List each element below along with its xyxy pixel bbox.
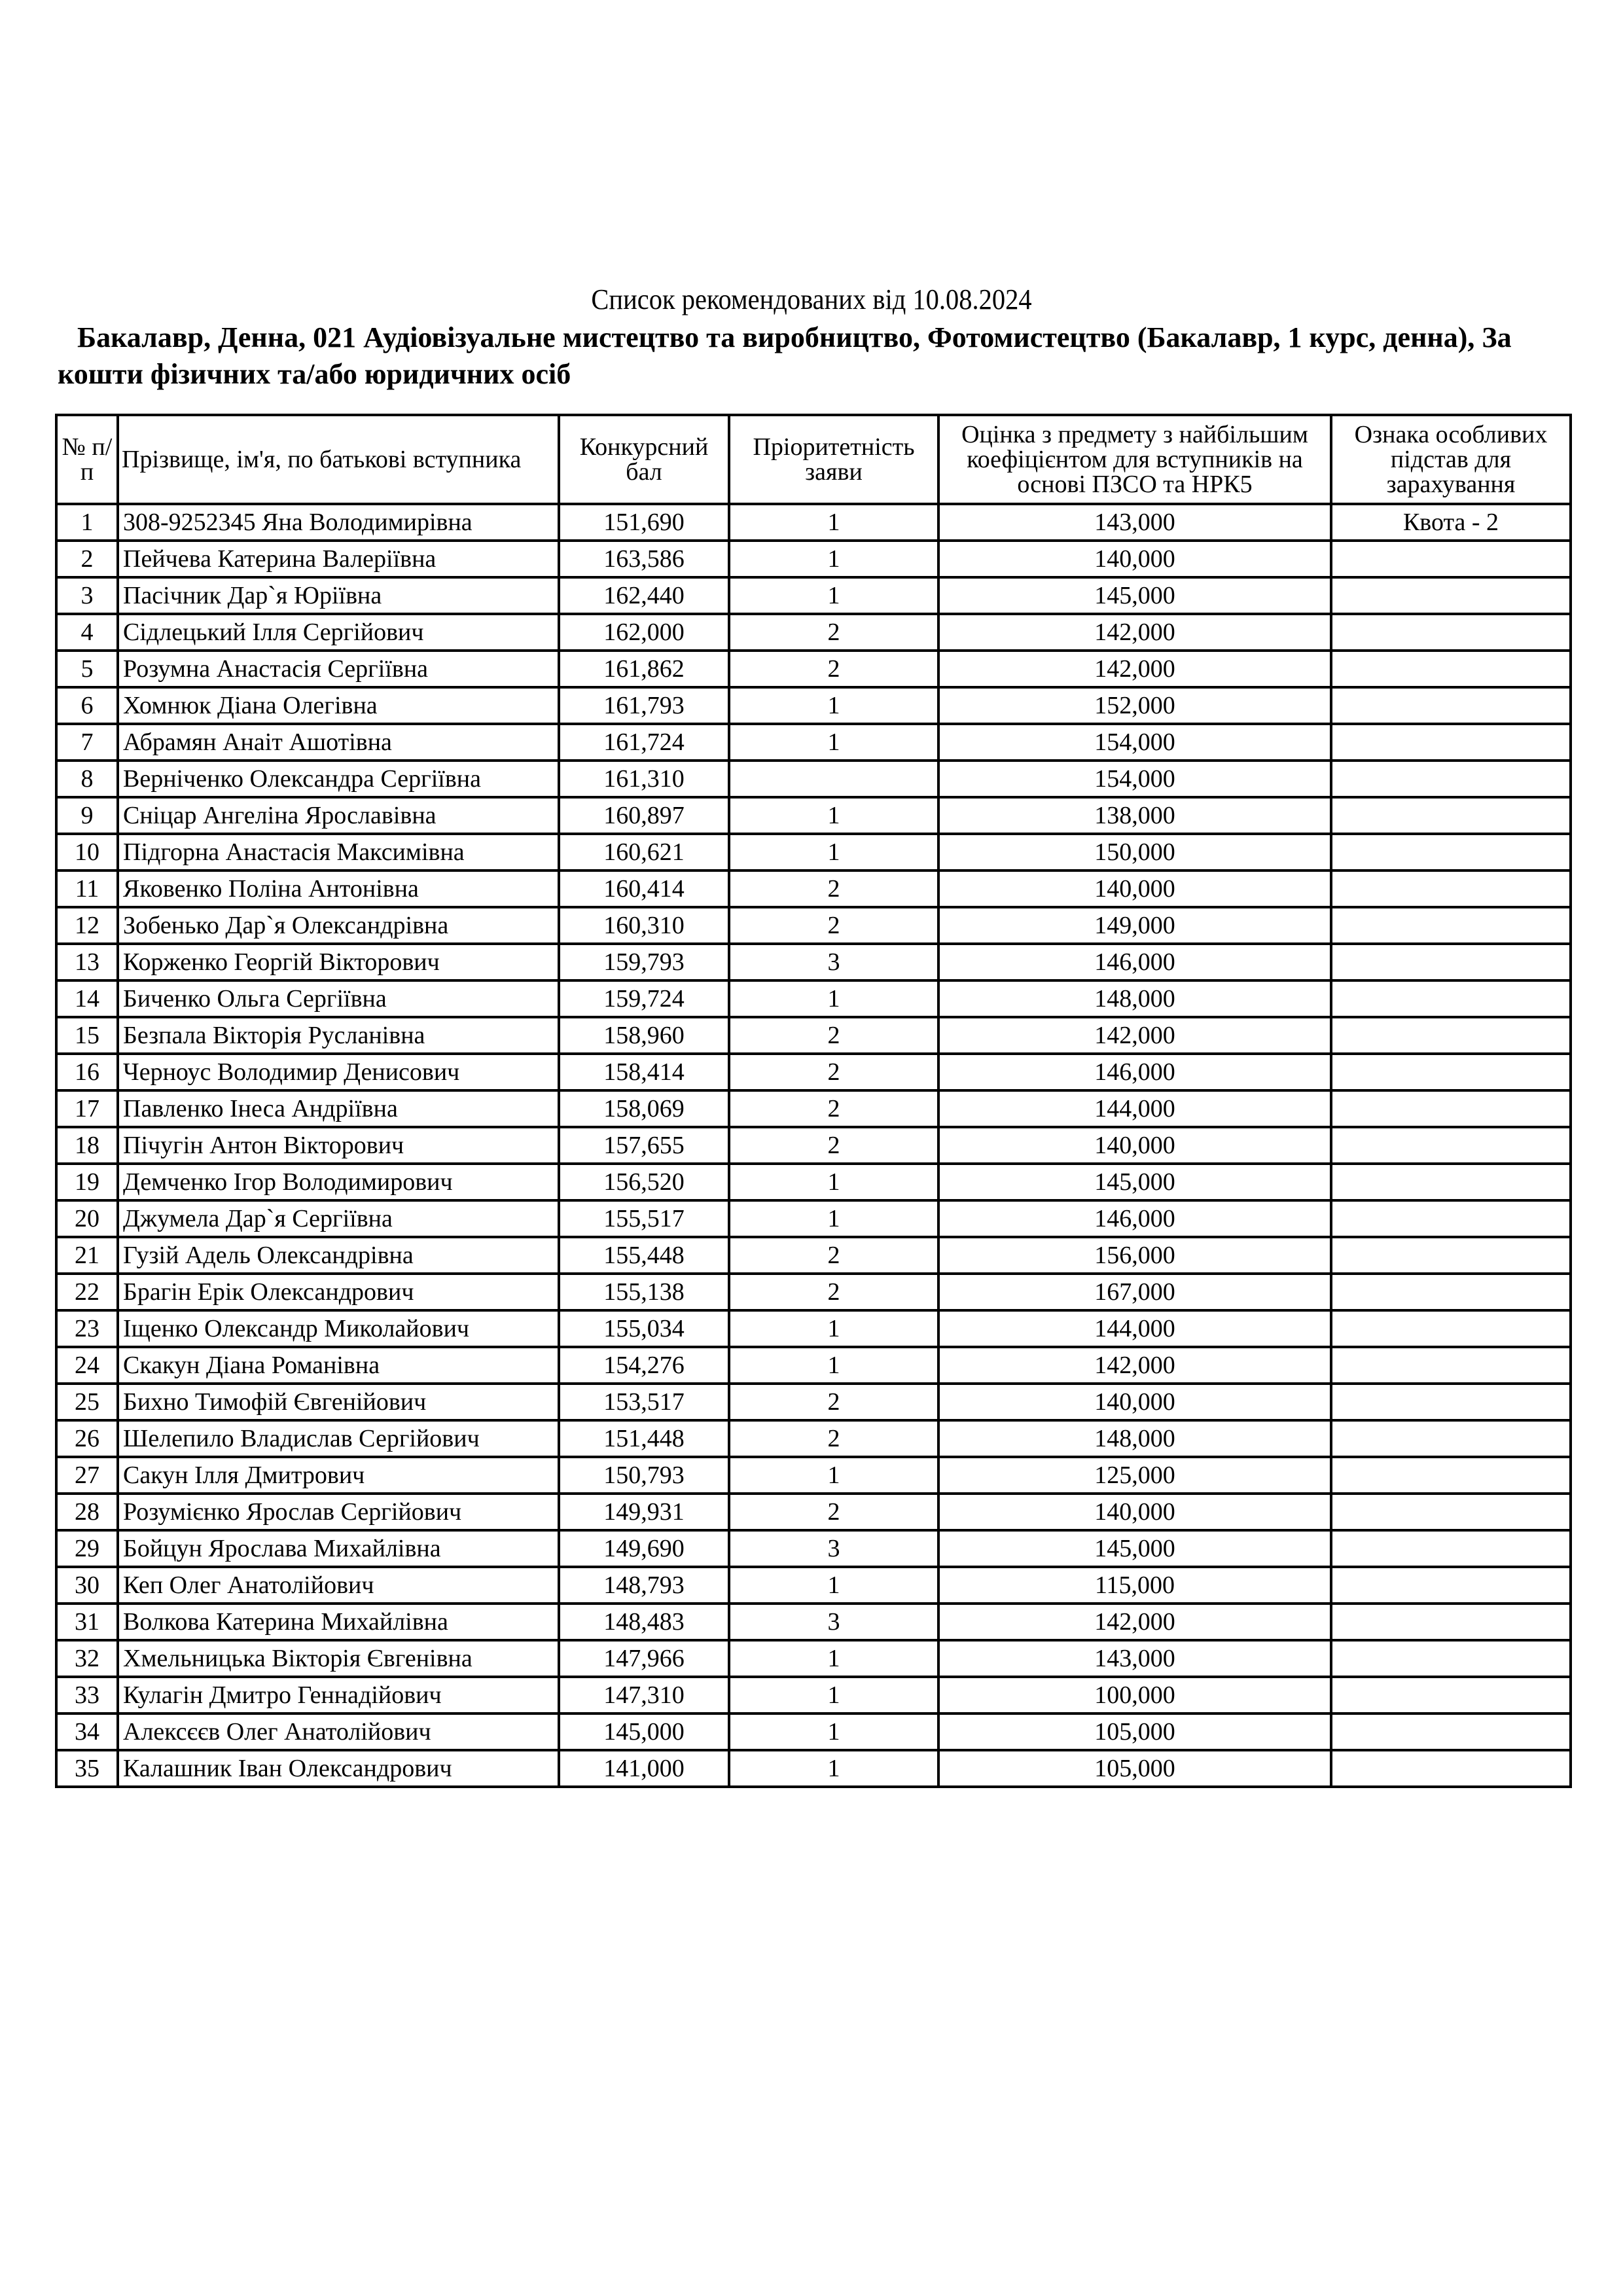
- competitive-score: 153,517: [559, 1384, 729, 1420]
- table-row: [56, 797, 1571, 834]
- row-number: 25: [56, 1384, 118, 1420]
- competitive-score: 147,966: [559, 1640, 729, 1677]
- recommended-list-table: [55, 414, 1572, 1788]
- row-number: 32: [56, 1640, 118, 1677]
- row-number: 9: [56, 797, 118, 834]
- applicant-name: Скакун Діана Романівна: [118, 1347, 559, 1384]
- row-number: 15: [56, 1017, 118, 1054]
- competitive-score: 155,034: [559, 1310, 729, 1347]
- row-number: 18: [56, 1127, 118, 1164]
- competitive-score: 155,517: [559, 1200, 729, 1237]
- subject-score: 145,000: [938, 577, 1331, 614]
- competitive-score: 161,793: [559, 687, 729, 724]
- subject-score: 115,000: [938, 1567, 1331, 1604]
- table-row: [56, 980, 1571, 1017]
- application-priority: 1: [729, 1713, 938, 1750]
- subject-score: 142,000: [938, 651, 1331, 687]
- applicant-name: Гузій Адель Олександрівна: [118, 1237, 559, 1274]
- special-basis: [1331, 614, 1571, 651]
- header-subject-score: Оцінка з предмету з найбільшим коефіцієнтом для вступників на основі ПЗСО та НРК5: [938, 415, 1331, 504]
- applicant-name: Сідлецький Ілля Сергійович: [118, 614, 559, 651]
- competitive-score: 145,000: [559, 1713, 729, 1750]
- subject-score: 140,000: [938, 541, 1331, 577]
- subject-score: 156,000: [938, 1237, 1331, 1274]
- competitive-score: 157,655: [559, 1127, 729, 1164]
- application-priority: 3: [729, 1604, 938, 1640]
- row-number: 11: [56, 870, 118, 907]
- applicant-name: Підгорна Анастасія Максимівна: [118, 834, 559, 870]
- table-row: [56, 1677, 1571, 1713]
- table-row: [56, 687, 1571, 724]
- subject-score: 140,000: [938, 1384, 1331, 1420]
- application-priority: 2: [729, 1237, 938, 1274]
- row-number: 4: [56, 614, 118, 651]
- row-number: 6: [56, 687, 118, 724]
- table-row: [56, 1640, 1571, 1677]
- special-basis: [1331, 577, 1571, 614]
- subject-score: 142,000: [938, 1347, 1331, 1384]
- table-row: [56, 761, 1571, 797]
- row-number: 14: [56, 980, 118, 1017]
- special-basis: [1331, 1750, 1571, 1787]
- applicant-name: Сакун Ілля Дмитрович: [118, 1457, 559, 1494]
- table-row: [56, 1347, 1571, 1384]
- competitive-score: 151,448: [559, 1420, 729, 1457]
- application-priority: 1: [729, 1200, 938, 1237]
- competitive-score: 158,069: [559, 1090, 729, 1127]
- competitive-score: 160,897: [559, 797, 729, 834]
- special-basis: [1331, 1164, 1571, 1200]
- special-basis: [1331, 687, 1571, 724]
- competitive-score: 163,586: [559, 541, 729, 577]
- application-priority: 1: [729, 1347, 938, 1384]
- subject-score: 143,000: [938, 1640, 1331, 1677]
- applicant-name: Кулагін Дмитро Геннадійович: [118, 1677, 559, 1713]
- application-priority: 1: [729, 577, 938, 614]
- application-priority: 2: [729, 1054, 938, 1090]
- table-row: [56, 944, 1571, 980]
- subject-score: 150,000: [938, 834, 1331, 870]
- application-priority: 1: [729, 687, 938, 724]
- competitive-score: 159,793: [559, 944, 729, 980]
- applicant-name: Пасічник Дар`я Юріївна: [118, 577, 559, 614]
- row-number: 1: [56, 504, 118, 541]
- application-priority: 1: [729, 1750, 938, 1787]
- subject-score: 146,000: [938, 944, 1331, 980]
- table-row: [56, 1274, 1571, 1310]
- competitive-score: 149,690: [559, 1530, 729, 1567]
- competitive-score: 147,310: [559, 1677, 729, 1713]
- competitive-score: 158,960: [559, 1017, 729, 1054]
- competitive-score: 156,520: [559, 1164, 729, 1200]
- applicant-name: Бойцун Ярослава Михайлівна: [118, 1530, 559, 1567]
- document-title: Список рекомендованих від 10.08.2024: [591, 283, 1032, 315]
- application-priority: 1: [729, 541, 938, 577]
- competitive-score: 162,440: [559, 577, 729, 614]
- special-basis: [1331, 1127, 1571, 1164]
- application-priority: 3: [729, 944, 938, 980]
- applicant-name: 308-9252345 Яна Володимирівна: [118, 504, 559, 541]
- special-basis: [1331, 907, 1571, 944]
- table-body: [56, 504, 1571, 1787]
- special-basis: [1331, 1457, 1571, 1494]
- applicant-name: Павленко Інеса Андріївна: [118, 1090, 559, 1127]
- special-basis: [1331, 1384, 1571, 1420]
- row-number: 20: [56, 1200, 118, 1237]
- table-row: [56, 1494, 1571, 1530]
- applicant-name: Розумієнко Ярослав Сергійович: [118, 1494, 559, 1530]
- competitive-score: 161,310: [559, 761, 729, 797]
- competitive-score: 148,793: [559, 1567, 729, 1604]
- application-priority: 2: [729, 614, 938, 651]
- subject-score: 148,000: [938, 980, 1331, 1017]
- table-row: [56, 870, 1571, 907]
- applicant-name: Волкова Катерина Михайлівна: [118, 1604, 559, 1640]
- special-basis: [1331, 1604, 1571, 1640]
- application-priority: 2: [729, 1494, 938, 1530]
- competitive-score: 162,000: [559, 614, 729, 651]
- applicant-name: Хмельницька Вікторія Євгенівна: [118, 1640, 559, 1677]
- special-basis: [1331, 1054, 1571, 1090]
- application-priority: 2: [729, 1017, 938, 1054]
- row-number: 13: [56, 944, 118, 980]
- subject-score: 146,000: [938, 1054, 1331, 1090]
- applicant-name: Шелепило Владислав Сергійович: [118, 1420, 559, 1457]
- special-basis: [1331, 1713, 1571, 1750]
- special-basis: [1331, 797, 1571, 834]
- application-priority: 3: [729, 1530, 938, 1567]
- table-row: [56, 1054, 1571, 1090]
- row-number: 8: [56, 761, 118, 797]
- special-basis: [1331, 1420, 1571, 1457]
- header-num: № п/п: [56, 415, 118, 504]
- table-row: [56, 1420, 1571, 1457]
- applicant-name: Джумела Дар`я Сергіївна: [118, 1200, 559, 1237]
- application-priority: 1: [729, 797, 938, 834]
- applicant-name: Алексєєв Олег Анатолійович: [118, 1713, 559, 1750]
- row-number: 29: [56, 1530, 118, 1567]
- row-number: 27: [56, 1457, 118, 1494]
- application-priority: 2: [729, 870, 938, 907]
- applicant-name: Брагін Ерік Олександрович: [118, 1274, 559, 1310]
- competitive-score: 161,724: [559, 724, 729, 761]
- row-number: 17: [56, 1090, 118, 1127]
- application-priority: 1: [729, 1164, 938, 1200]
- special-basis: [1331, 1237, 1571, 1274]
- subject-score: 140,000: [938, 1494, 1331, 1530]
- row-number: 24: [56, 1347, 118, 1384]
- table-row: [56, 834, 1571, 870]
- special-basis: [1331, 1310, 1571, 1347]
- application-priority: 1: [729, 1567, 938, 1604]
- row-number: 3: [56, 577, 118, 614]
- subject-score: 149,000: [938, 907, 1331, 944]
- row-number: 30: [56, 1567, 118, 1604]
- special-basis: [1331, 1017, 1571, 1054]
- table-row: [56, 1200, 1571, 1237]
- applicant-name: Розумна Анастасія Сергіївна: [118, 651, 559, 687]
- row-number: 31: [56, 1604, 118, 1640]
- application-priority: 1: [729, 1677, 938, 1713]
- special-basis: [1331, 980, 1571, 1017]
- special-basis: [1331, 651, 1571, 687]
- subject-score: 140,000: [938, 1127, 1331, 1164]
- special-basis: [1331, 1200, 1571, 1237]
- row-number: 21: [56, 1237, 118, 1274]
- subject-score: 105,000: [938, 1713, 1331, 1750]
- row-number: 19: [56, 1164, 118, 1200]
- subject-score: 140,000: [938, 870, 1331, 907]
- applicant-name: Абрамян Анаіт Ашотівна: [118, 724, 559, 761]
- table-row: [56, 1090, 1571, 1127]
- subject-score: 152,000: [938, 687, 1331, 724]
- header-priority: Пріоритетність заяви: [729, 415, 938, 504]
- row-number: 28: [56, 1494, 118, 1530]
- subject-score: 154,000: [938, 761, 1331, 797]
- competitive-score: 159,724: [559, 980, 729, 1017]
- application-priority: 2: [729, 1274, 938, 1310]
- table-row: [56, 1750, 1571, 1787]
- subject-score: 142,000: [938, 1017, 1331, 1054]
- table-row: [56, 1017, 1571, 1054]
- competitive-score: 160,310: [559, 907, 729, 944]
- row-number: 26: [56, 1420, 118, 1457]
- applicant-name: Верніченко Олександра Сергіївна: [118, 761, 559, 797]
- header-name: Прізвище, ім'я, по батькові вступника: [118, 415, 559, 504]
- competitive-score: 158,414: [559, 1054, 729, 1090]
- special-basis: [1331, 834, 1571, 870]
- table-row: [56, 1237, 1571, 1274]
- application-priority: 2: [729, 1384, 938, 1420]
- table-row: [56, 541, 1571, 577]
- special-basis: [1331, 1640, 1571, 1677]
- subject-score: 142,000: [938, 1604, 1331, 1640]
- table-row: [56, 1310, 1571, 1347]
- applicant-name: Калашник Іван Олександрович: [118, 1750, 559, 1787]
- competitive-score: 160,621: [559, 834, 729, 870]
- row-number: 35: [56, 1750, 118, 1787]
- subject-score: 138,000: [938, 797, 1331, 834]
- applicant-name: Іщенко Олександр Миколайович: [118, 1310, 559, 1347]
- special-basis: [1331, 541, 1571, 577]
- document-subtitle: Бакалавр, Денна, 021 Аудіовізуальне мистецтво та виробництво, Фотомистецтво (Бакалавр, 1 курс, денна), За кошти фізичних та/або юридичних осіб: [58, 321, 1512, 390]
- special-basis: [1331, 1567, 1571, 1604]
- subject-score: 148,000: [938, 1420, 1331, 1457]
- application-priority: 2: [729, 1420, 938, 1457]
- table-row: [56, 1604, 1571, 1640]
- competitive-score: 149,931: [559, 1494, 729, 1530]
- competitive-score: 150,793: [559, 1457, 729, 1494]
- subject-score: 105,000: [938, 1750, 1331, 1787]
- applicant-name: Демченко Ігор Володимирович: [118, 1164, 559, 1200]
- special-basis: [1331, 870, 1571, 907]
- row-number: 7: [56, 724, 118, 761]
- table-row: [56, 1567, 1571, 1604]
- application-priority: 2: [729, 1127, 938, 1164]
- row-number: 12: [56, 907, 118, 944]
- row-number: 5: [56, 651, 118, 687]
- table-row: [56, 1127, 1571, 1164]
- table-row: [56, 1713, 1571, 1750]
- competitive-score: 155,448: [559, 1237, 729, 1274]
- application-priority: 1: [729, 980, 938, 1017]
- application-priority: 1: [729, 1640, 938, 1677]
- table-row: [56, 1384, 1571, 1420]
- table-row: [56, 614, 1571, 651]
- subject-score: 146,000: [938, 1200, 1331, 1237]
- applicant-name: Биченко Ольга Сергіївна: [118, 980, 559, 1017]
- application-priority: [729, 761, 938, 797]
- subject-score: 125,000: [938, 1457, 1331, 1494]
- row-number: 10: [56, 834, 118, 870]
- application-priority: 2: [729, 651, 938, 687]
- table-row: [56, 504, 1571, 541]
- special-basis: Квота - 2: [1331, 504, 1571, 541]
- header-score: Конкурсний бал: [559, 415, 729, 504]
- row-number: 33: [56, 1677, 118, 1713]
- table-row: [56, 1530, 1571, 1567]
- applicant-name: Яковенко Поліна Антонівна: [118, 870, 559, 907]
- subject-score: 100,000: [938, 1677, 1331, 1713]
- application-priority: 2: [729, 907, 938, 944]
- subject-score: 154,000: [938, 724, 1331, 761]
- application-priority: 1: [729, 1457, 938, 1494]
- special-basis: [1331, 1274, 1571, 1310]
- row-number: 16: [56, 1054, 118, 1090]
- special-basis: [1331, 724, 1571, 761]
- applicant-name: Пічугін Антон Вікторович: [118, 1127, 559, 1164]
- special-basis: [1331, 1494, 1571, 1530]
- subject-score: 145,000: [938, 1164, 1331, 1200]
- application-priority: 1: [729, 1310, 938, 1347]
- subject-score: 145,000: [938, 1530, 1331, 1567]
- subject-score: 144,000: [938, 1310, 1331, 1347]
- competitive-score: 161,862: [559, 651, 729, 687]
- table-row: [56, 577, 1571, 614]
- competitive-score: 151,690: [559, 504, 729, 541]
- table-row: [56, 1164, 1571, 1200]
- table-row: [56, 651, 1571, 687]
- row-number: 23: [56, 1310, 118, 1347]
- table-header-row: [56, 415, 1571, 504]
- competitive-score: 154,276: [559, 1347, 729, 1384]
- subject-score: 143,000: [938, 504, 1331, 541]
- subject-score: 144,000: [938, 1090, 1331, 1127]
- special-basis: [1331, 1347, 1571, 1384]
- competitive-score: 141,000: [559, 1750, 729, 1787]
- header-special-basis: Ознака особливих підстав для зарахування: [1331, 415, 1571, 504]
- applicant-name: Кеп Олег Анатолійович: [118, 1567, 559, 1604]
- application-priority: 2: [729, 1090, 938, 1127]
- applicant-name: Сніцар Ангеліна Ярославівна: [118, 797, 559, 834]
- table-row: [56, 907, 1571, 944]
- special-basis: [1331, 944, 1571, 980]
- special-basis: [1331, 761, 1571, 797]
- special-basis: [1331, 1530, 1571, 1567]
- subject-score: 142,000: [938, 614, 1331, 651]
- row-number: 22: [56, 1274, 118, 1310]
- competitive-score: 160,414: [559, 870, 729, 907]
- applicant-name: Бихно Тимофій Євгенійович: [118, 1384, 559, 1420]
- applicant-name: Черноус Володимир Денисович: [118, 1054, 559, 1090]
- application-priority: 1: [729, 724, 938, 761]
- application-priority: 1: [729, 504, 938, 541]
- application-priority: 1: [729, 834, 938, 870]
- subject-score: 167,000: [938, 1274, 1331, 1310]
- special-basis: [1331, 1677, 1571, 1713]
- applicant-name: Пейчева Катерина Валеріївна: [118, 541, 559, 577]
- competitive-score: 155,138: [559, 1274, 729, 1310]
- row-number: 2: [56, 541, 118, 577]
- applicant-name: Корженко Георгій Вікторович: [118, 944, 559, 980]
- table-row: [56, 1457, 1571, 1494]
- table-row: [56, 724, 1571, 761]
- competitive-score: 148,483: [559, 1604, 729, 1640]
- special-basis: [1331, 1090, 1571, 1127]
- applicant-name: Зобенько Дар`я Олександрівна: [118, 907, 559, 944]
- applicant-name: Хомнюк Діана Олегівна: [118, 687, 559, 724]
- applicant-name: Безпала Вікторія Русланівна: [118, 1017, 559, 1054]
- row-number: 34: [56, 1713, 118, 1750]
